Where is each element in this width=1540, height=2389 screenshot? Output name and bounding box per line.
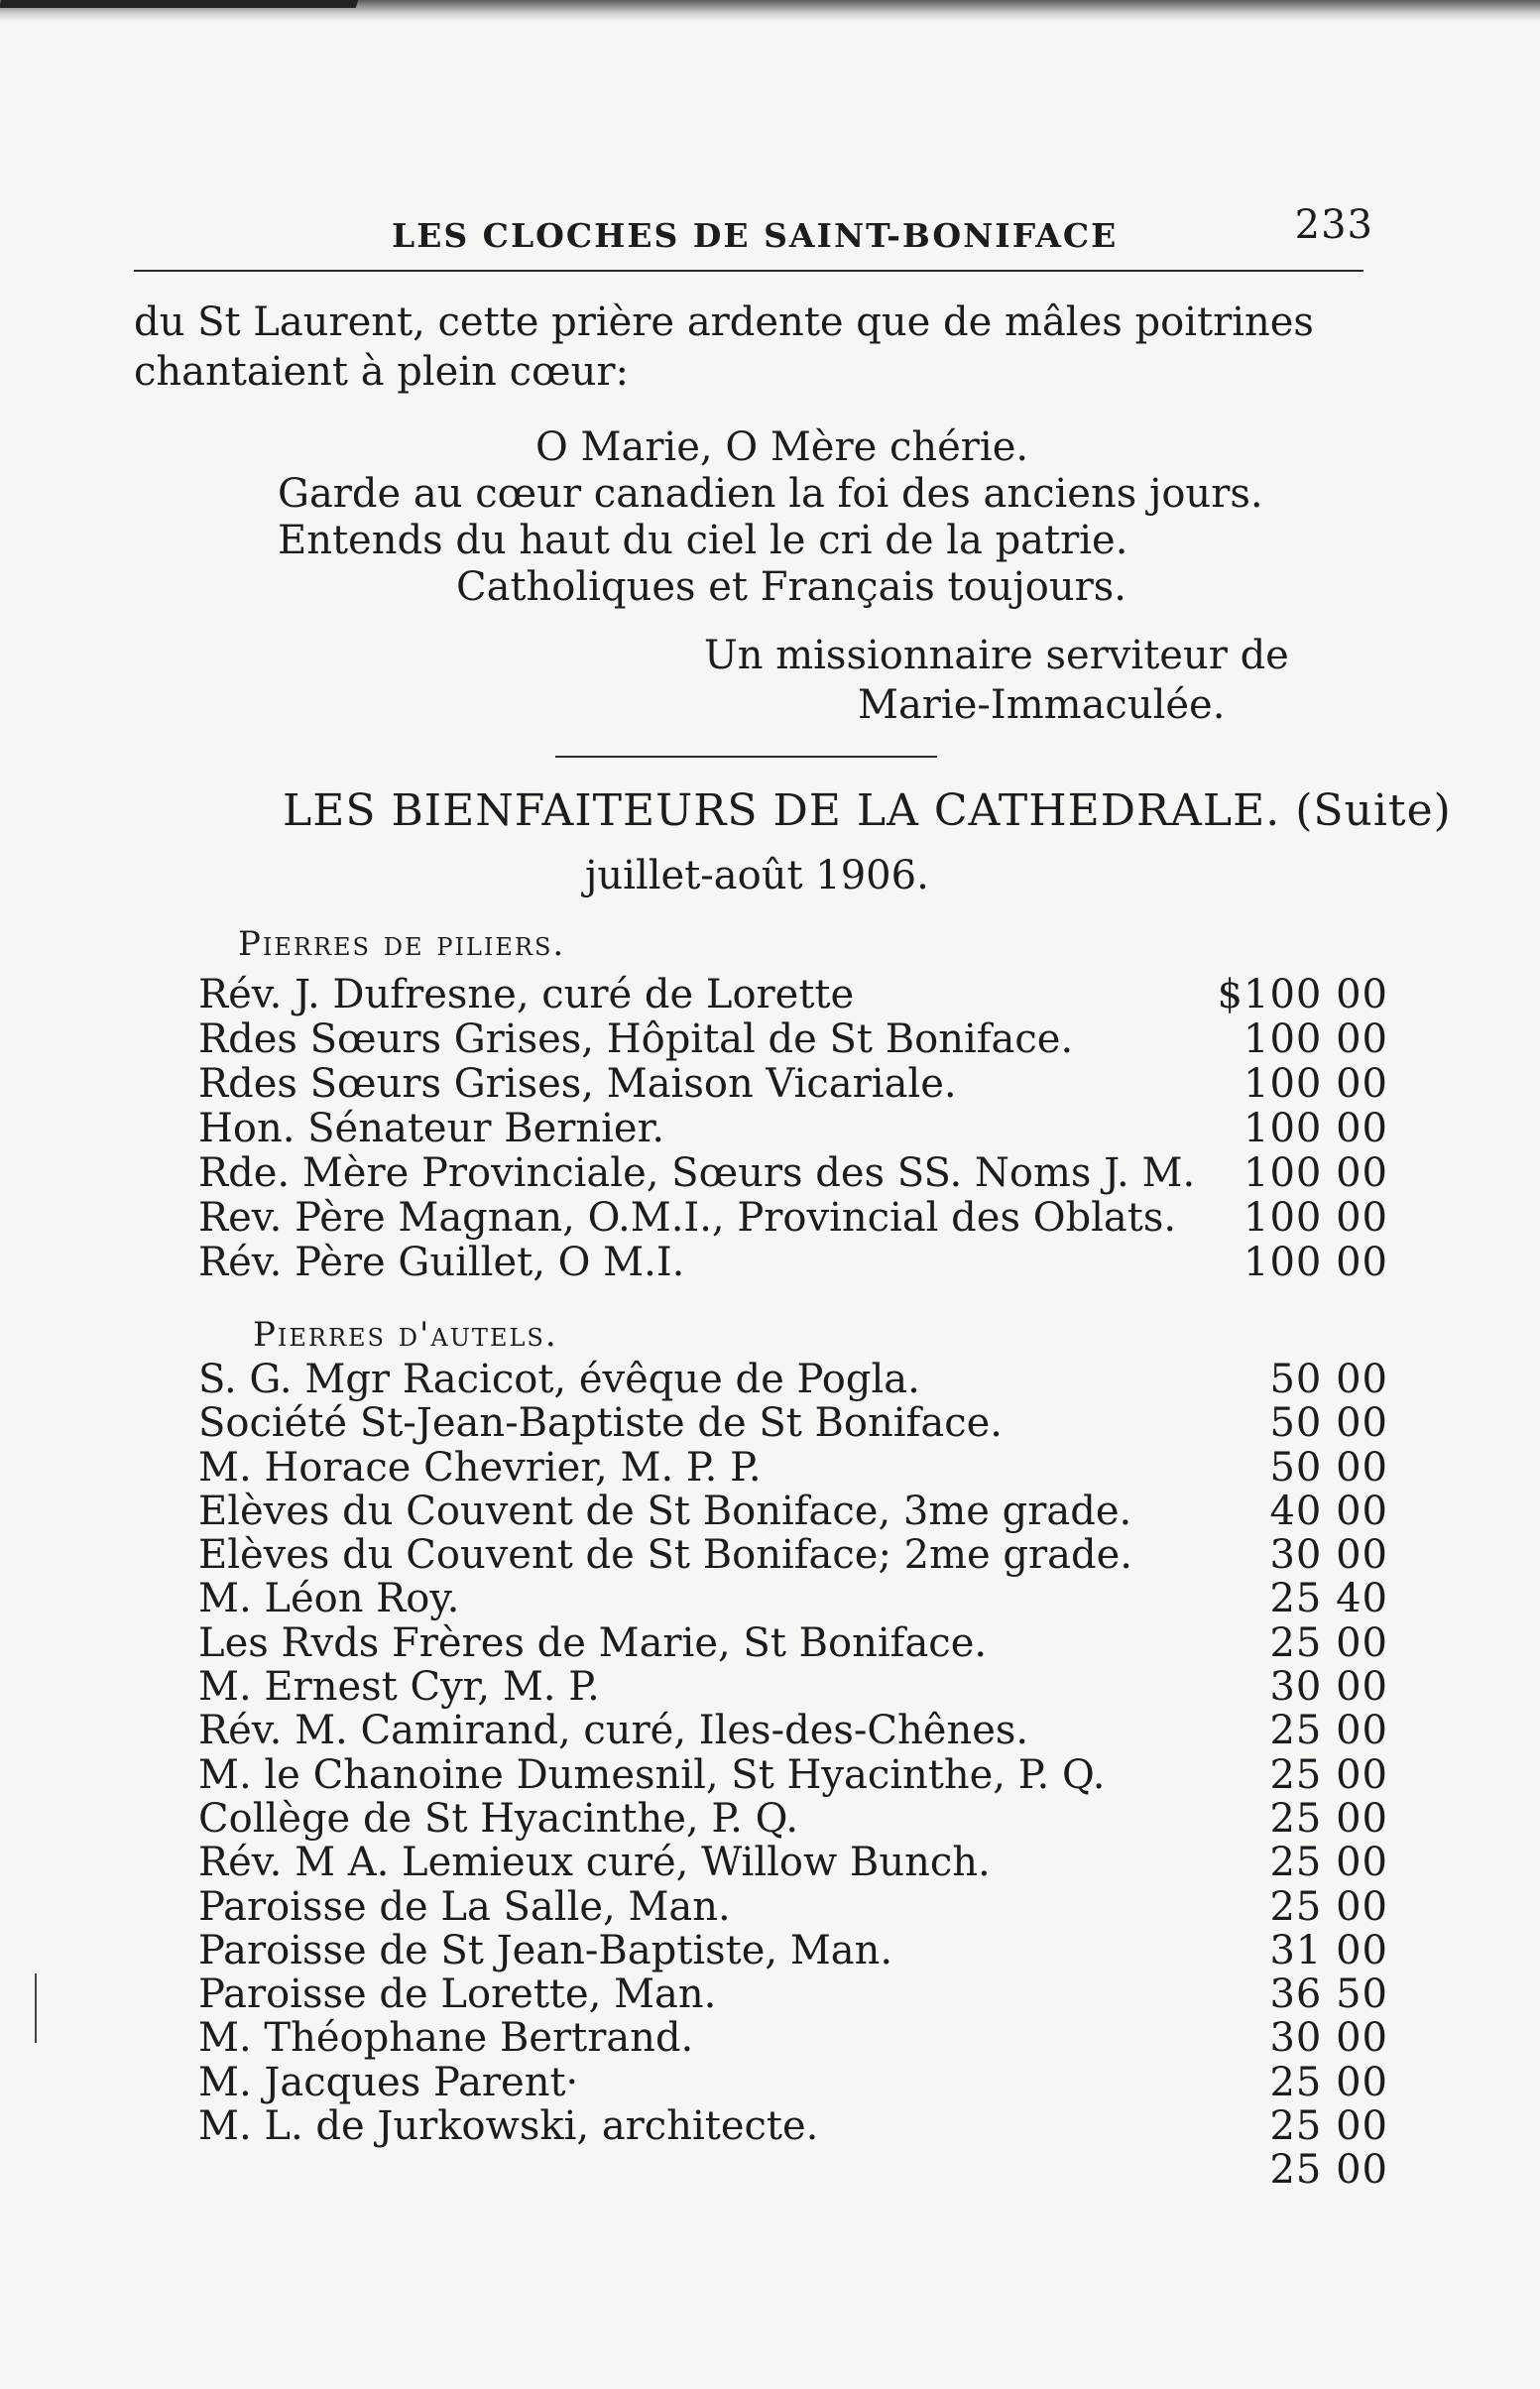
- donor-name: Les Rvds Frères de Marie, St Boniface.: [198, 1619, 988, 1666]
- donor-row: [198, 1928, 1388, 1971]
- donation-amount: 100 00: [1244, 1150, 1388, 1196]
- donation-amount: 100 00: [1244, 1240, 1388, 1285]
- donor-name: M. L. de Jurkowski, architecte.: [198, 2103, 819, 2150]
- donor-row: [198, 1489, 1388, 1532]
- donor-row: [198, 1664, 1388, 1711]
- donation-amount: 100 00: [1244, 1061, 1388, 1107]
- donor-row: [198, 1106, 1388, 1150]
- donation-amount: $100 00: [1217, 972, 1388, 1017]
- donor-row: [198, 1620, 1388, 1664]
- donation-amount: 30 00: [1269, 1664, 1388, 1711]
- donation-amount: 40 00: [1269, 1488, 1388, 1534]
- donation-amount: 25 00: [1269, 1883, 1388, 1930]
- donor-row: [198, 1752, 1388, 1796]
- donor-row: [198, 2015, 1388, 2062]
- scan-corner-mark: [0, 0, 358, 8]
- donor-row: [198, 1971, 1388, 2018]
- donation-amount: 25 00: [1269, 1751, 1388, 1798]
- donation-amount: 25 00: [1269, 1840, 1388, 1886]
- donor-row: [198, 1240, 1388, 1284]
- donation-amount: 50 00: [1269, 1444, 1388, 1491]
- header-rule: [134, 270, 1363, 272]
- donor-row: [198, 1195, 1388, 1240]
- donor-row: [198, 1445, 1388, 1489]
- donor-name: M. Horace Chevrier, M. P. P.: [198, 1444, 762, 1491]
- donation-amount: 31 00: [1269, 1927, 1388, 1973]
- donor-row: [198, 2147, 1388, 2194]
- donor-name: Rdes Sœurs Grises, Maison Vicariale.: [198, 1061, 957, 1107]
- donor-row: [198, 2060, 1388, 2103]
- intro-paragraph: du St Laurent, cette prière ardente que de mâles poitrines chantaient à plein cœur:: [134, 299, 1314, 395]
- donation-amount: 30 00: [1269, 1532, 1388, 1579]
- donor-row: [198, 1840, 1388, 1886]
- donor-name: Elèves du Couvent de St Boniface, 3me grade.: [198, 1488, 1132, 1534]
- signature-line: Un missionnaire serviteur de: [704, 633, 1289, 678]
- verse-line: Entends du haut du ciel le cri de la patrie.: [278, 518, 1128, 563]
- donor-name: Paroisse de St Jean-Baptiste, Man.: [198, 1927, 893, 1973]
- section-title: LES BIENFAITEURS DE LA CATHEDRALE. (Suite): [283, 785, 1452, 836]
- section-divider: [555, 756, 937, 758]
- donor-row: [198, 1708, 1388, 1754]
- donation-amount: 25 00: [1269, 1619, 1388, 1666]
- verse: [278, 424, 1269, 611]
- signature-line: Marie-Immaculée.: [858, 682, 1226, 728]
- donor-name: Société St-Jean-Baptiste de St Boniface.: [198, 1400, 1003, 1447]
- donor-name: Elèves du Couvent de St Boniface; 2me grade.: [198, 1532, 1132, 1579]
- donation-amount: 25 00: [1269, 2059, 1388, 2105]
- donor-name: Rév. Père Guillet, O M.I.: [198, 1240, 685, 1285]
- donor-name: Rde. Mère Provinciale, Sœurs des SS. Noms J. M.: [198, 1150, 1196, 1196]
- donation-amount: 100 00: [1244, 1195, 1388, 1241]
- donor-name: Rév. M A. Lemieux curé, Willow Bunch.: [198, 1840, 991, 1886]
- donor-list-piliers: [198, 972, 1388, 1284]
- donor-row: [198, 972, 1388, 1016]
- donor-name: M. Ernest Cyr, M. P.: [198, 1664, 600, 1711]
- donor-name: Hon. Sénateur Bernier.: [198, 1106, 665, 1151]
- donor-list-autels: [198, 1357, 1388, 2192]
- donation-amount: 100 00: [1244, 1016, 1388, 1062]
- verse-line: O Marie, O Mère chérie.: [535, 424, 1029, 470]
- category-heading: Pierres d'autels.: [253, 1315, 558, 1355]
- donation-amount: 25 00: [1269, 2147, 1388, 2194]
- donor-row: [198, 1400, 1388, 1447]
- donation-amount: 25 00: [1269, 1708, 1388, 1754]
- verse-line: Catholiques et Français toujours.: [456, 564, 1126, 610]
- donor-row: [198, 1796, 1388, 1840]
- donor-name: M. Léon Roy.: [198, 1576, 460, 1622]
- verse-line: Garde au cœur canadien la foi des anciens jours.: [278, 471, 1263, 517]
- page-header: [392, 202, 1373, 255]
- donor-row: [198, 1532, 1388, 1579]
- donor-name: Rdes Sœurs Grises, Hôpital de St Boniface.: [198, 1016, 1074, 1062]
- donor-row: [198, 1150, 1388, 1195]
- donor-row: [198, 1576, 1388, 1622]
- donor-name: M. Jacques Parent·: [198, 2059, 579, 2105]
- donor-name: Rév. M. Camirand, curé, Iles-des-Chênes.: [198, 1708, 1029, 1754]
- margin-mark: [35, 1973, 37, 2043]
- donation-amount: 50 00: [1269, 1357, 1388, 1402]
- donor-row: [198, 1016, 1388, 1061]
- donor-name: M. Théophane Bertrand.: [198, 2015, 694, 2062]
- signature: [704, 631, 1289, 730]
- donor-row: [198, 1884, 1388, 1928]
- donor-name: Collège de St Hyacinthe, P. Q.: [198, 1795, 799, 1842]
- category-heading: Pierres de piliers.: [238, 924, 566, 964]
- donation-amount: 25 00: [1269, 1795, 1388, 1842]
- donor-row: [198, 1357, 1388, 1400]
- donor-name: Paroisse de Lorette, Man.: [198, 1971, 717, 2018]
- donor-row: [198, 2103, 1388, 2150]
- donation-amount: 50 00: [1269, 1400, 1388, 1447]
- donor-name: Rév. J. Dufresne, curé de Lorette: [198, 972, 855, 1017]
- donation-amount: 25 00: [1269, 2103, 1388, 2150]
- donation-amount: 36 50: [1269, 1971, 1388, 2018]
- donor-name: Paroisse de La Salle, Man.: [198, 1883, 731, 1930]
- donor-name: S. G. Mgr Racicot, évêque de Pogla.: [198, 1357, 920, 1402]
- donor-row: [198, 1061, 1388, 1106]
- donation-amount: 100 00: [1244, 1106, 1388, 1151]
- donation-amount: 25 40: [1269, 1576, 1388, 1622]
- donor-name: Rev. Père Magnan, O.M.I., Provincial des Oblats.: [198, 1195, 1177, 1241]
- donation-amount: 30 00: [1269, 2015, 1388, 2062]
- donor-name: M. le Chanoine Dumesnil, St Hyacinthe, P. Q.: [198, 1751, 1106, 1798]
- page-number: 233: [1294, 202, 1373, 248]
- running-title: LES CLOCHES DE SAINT-BONIFACE: [392, 216, 1119, 255]
- section-date: juillet-août 1906.: [585, 853, 929, 898]
